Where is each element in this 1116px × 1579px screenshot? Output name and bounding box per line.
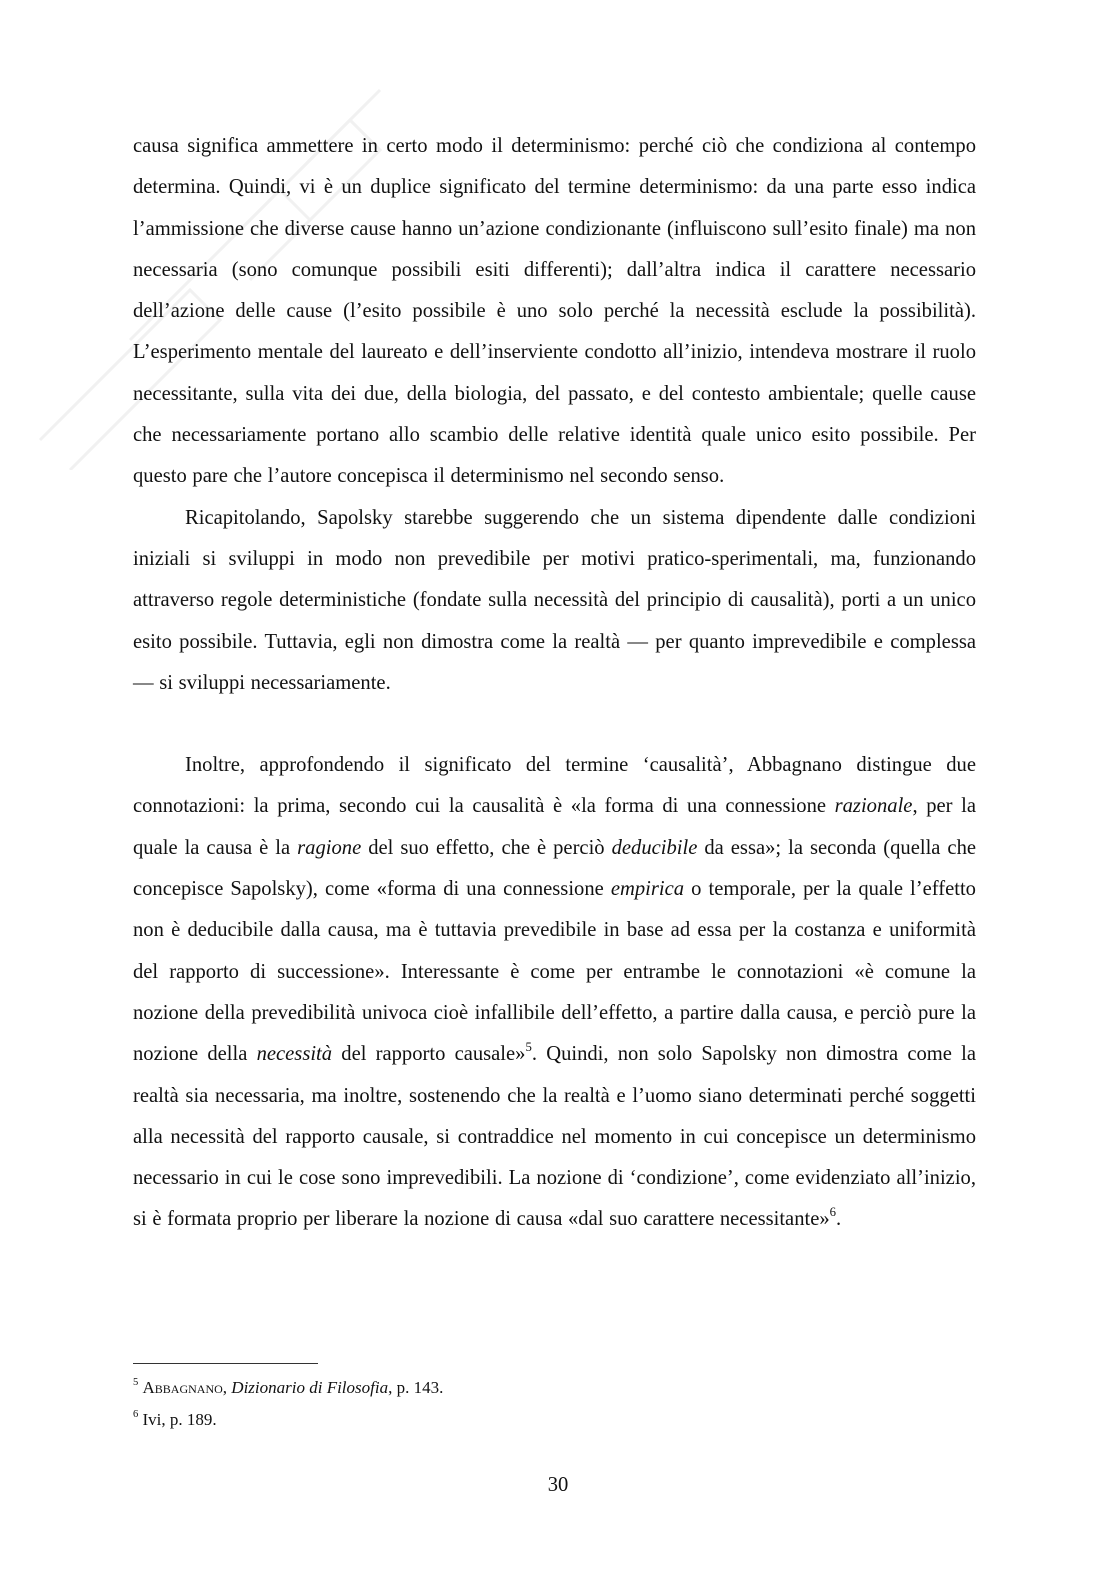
text-run: Ricapitolando, Sapolsky starebbe suggerendo che un sistema dipendente dalle condizioni iniziali si sviluppi in modo non prevedibile per motivi pratico-sperimentali, ma, funzionando attraverso regole deterministiche (fondate sulla necessità del principio di causalità), porti a un unico esito possibile. Tuttavia, egli non dimostra come la realtà — per quanto imprevedibile e complessa — si sviluppi necessariamente. — [133, 506, 976, 694]
paragraph-gap — [133, 704, 976, 745]
paragraph — [133, 745, 976, 1241]
paragraph — [133, 498, 976, 704]
author-name: Abbagnano — [142, 1378, 223, 1397]
italic-text: ragione — [297, 836, 362, 859]
italic-text: empirica — [610, 878, 685, 901]
text-run: , p. 143. — [388, 1378, 444, 1397]
text-run: Ivi, p. 189. — [138, 1410, 217, 1429]
footnotes — [133, 1373, 976, 1437]
text-run: Inoltre, approfondendo il significato del termine ‘causalità’, Abbagnano distingue due connotazioni: la prima, secondo cui la causalità è «la forma di una connessione — [133, 754, 976, 818]
footnote-ref: 6 — [829, 1205, 837, 1220]
footnote-separator — [133, 1363, 318, 1364]
text-run: causa significa ammettere in certo modo il determinismo: perché ciò che condiziona al contempo determina. Quindi, vi è un duplice significato del termine determinismo: da una parte esso indica l’ammissione che diverse cause hanno un’azione condizionante (influiscono sull’esito finale) ma non necessaria (sono comunque possibili esiti differenti); dall’altra indica il carattere necessario dell’azione delle cause (l’esito possibile è uno solo perché la necessità esclude la possibilità). L’esperimento mentale del laureato e dell’inserviente condotto all’inizio, intendeva mostrare il ruolo necessitante, sulla vita dei due, della biologia, del passato, e del contesto ambientale; quelle cause che necessariamente portano allo scambio delle relative identità quale unico esito possibile. Per questo pare che l’autore concepisca il determinismo nel secondo senso. — [133, 135, 976, 488]
text-run: . — [836, 1208, 842, 1231]
italic-text: necessità — [256, 1043, 333, 1066]
italic-text: deducibile — [611, 836, 698, 859]
text-run: o temporale, per la quale l’effetto non è deducibile dalla causa, ma è tuttavia prevedibile in base ad essa per la costanza e uniformità del rapporto di successione». Interessante è come per entrambe le connotazioni «è comune la nozione della prevedibilità univoca cioè infallibile dell’effetto, a partire dalla causa, e perciò pure la nozione della — [133, 878, 976, 1066]
footnote-ref: 6 — [133, 1409, 139, 1421]
footnote-ref: 5 — [133, 1377, 139, 1389]
page-number: 30 — [547, 1474, 569, 1496]
footnote — [133, 1373, 976, 1403]
italic-text: razionale — [834, 795, 913, 818]
text-run: del rapporto causale» — [332, 1043, 526, 1066]
footnote — [133, 1405, 976, 1435]
text-run: del suo effetto, che è perciò — [361, 836, 612, 859]
footnote-ref: 5 — [525, 1040, 532, 1055]
text-run: . Quindi, non solo Sapolsky non dimostra come la realtà sia necessaria, ma inoltre, sostenendo che la realtà e l’uomo siano determinati perché soggetti alla necessità del rapporto causale, si contraddice nel momento in cui concepisce un determinismo necessario in cui le cose sono imprevedibili. La nozione di ‘condizione’, come evidenziato all’inizio, si è formata proprio per liberare la nozione di causa «dal suo carattere necessitante» — [133, 1043, 976, 1231]
italic-text: Dizionario di Filosofia — [231, 1378, 389, 1397]
body-text — [133, 126, 976, 1241]
text-run: , per la quale la causa è la — [133, 795, 976, 859]
paragraph — [133, 126, 976, 498]
text-run: , — [222, 1378, 232, 1397]
text-run: da essa»; la seconda (quella che concepisce Sapolsky), come «forma di una connessione — [133, 836, 977, 901]
